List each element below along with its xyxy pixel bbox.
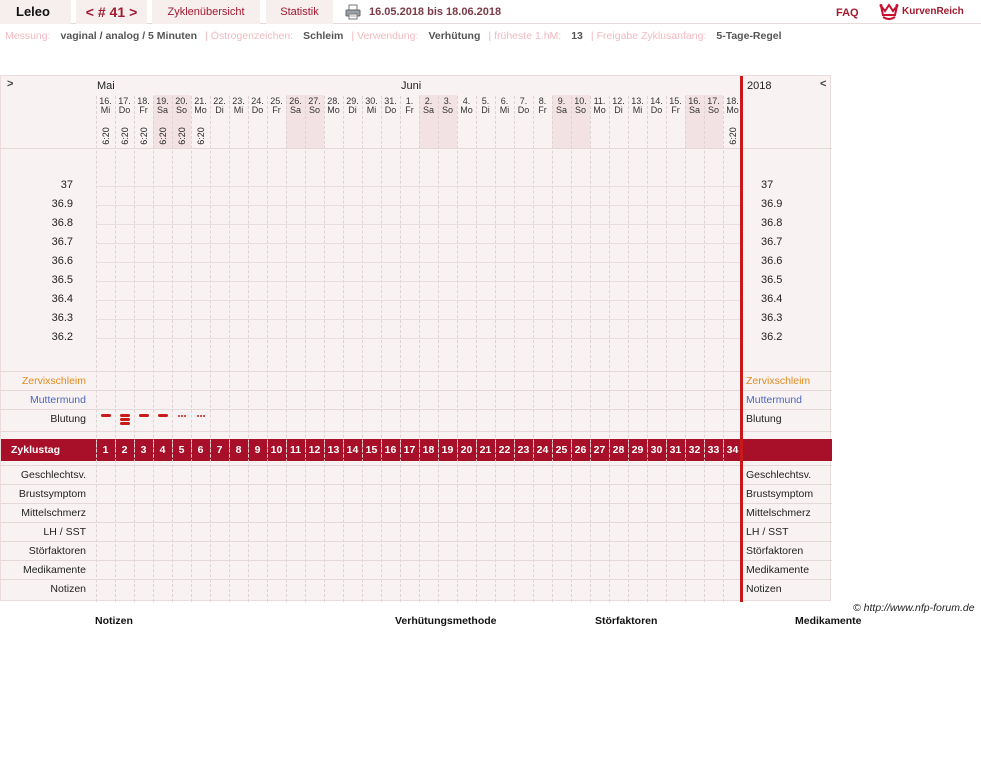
cycle-day-number[interactable]: 7 [216, 444, 223, 456]
day-header[interactable]: 21. Mo [194, 96, 207, 115]
grid-column-line [400, 96, 401, 602]
cycle-day-number[interactable]: 13 [327, 444, 340, 456]
cycle-day-number[interactable]: 17 [403, 444, 416, 456]
row-separator [1, 560, 832, 561]
info-label: früheste 1.hM: [494, 30, 562, 42]
grid-column-line [419, 96, 420, 602]
day-header[interactable]: 6. Mi [499, 96, 510, 115]
day-header[interactable]: 16. Mi [99, 96, 112, 115]
bleeding-mark [101, 414, 111, 417]
section-notes: Notizen [95, 615, 133, 627]
info-separator: | [351, 30, 355, 42]
cycle-day-number[interactable]: 5 [178, 444, 185, 456]
cycle-number: # 41 [97, 4, 126, 20]
cycle-day-number[interactable]: 34 [726, 444, 739, 456]
grid-column-line [571, 96, 572, 602]
temperature-label-right: 36.8 [761, 217, 783, 229]
temperature-label-left: 36.6 [51, 255, 73, 267]
day-header[interactable]: 25. Fr [270, 96, 283, 115]
logo-text: KurvenReich [902, 5, 964, 17]
spotting-mark [178, 415, 180, 417]
info-separator: | [488, 30, 492, 42]
day-header[interactable]: 29. Di [346, 96, 359, 115]
grid-column-line [685, 96, 686, 602]
cycle-overview-link[interactable]: Zyklenübersicht [152, 0, 260, 24]
month-label: Mai [97, 80, 115, 92]
cycle-day-number[interactable]: 24 [536, 444, 549, 456]
day-header[interactable]: 7. Do [517, 96, 530, 115]
temperature-label-left: 36.9 [51, 198, 73, 210]
row-separator [1, 371, 832, 372]
grid-column-line [343, 96, 344, 602]
cycle-day-number[interactable]: 3 [140, 444, 147, 456]
grid-column-line [286, 96, 287, 602]
top-bar [0, 0, 981, 24]
cycle-next-button[interactable]: > [129, 4, 138, 20]
info-label: Messung: [5, 30, 51, 42]
crown-logo-icon [879, 2, 899, 20]
temperature-label-left: 36.5 [51, 274, 73, 286]
day-header[interactable]: 12. Di [612, 96, 625, 115]
row-label-left[interactable]: Geschlechtsv. [20, 469, 86, 481]
day-header[interactable]: 18. Fr [137, 96, 150, 115]
day-header[interactable]: 2. Sa [422, 96, 434, 115]
info-value: 13 [571, 30, 583, 42]
cycle-day-number[interactable]: 23 [517, 444, 530, 456]
info-value: 5-Tage-Regel [716, 30, 782, 42]
cycle-day-label: Zyklustag [11, 444, 61, 456]
cycle-day-number[interactable]: 32 [688, 444, 701, 456]
temperature-label-right: 36.4 [761, 293, 783, 305]
spotting-mark [203, 415, 205, 417]
day-header[interactable]: 30. Mi [365, 96, 378, 115]
temperature-gridline [96, 338, 741, 339]
chart-scroll-right-button[interactable]: < [820, 78, 827, 90]
temperature-label-left: 36.4 [51, 293, 73, 305]
day-header[interactable]: 1. Fr [405, 96, 414, 115]
cycle-day-number[interactable]: 4 [159, 444, 166, 456]
cycle-selector [76, 0, 147, 24]
grid-column-line [134, 96, 135, 602]
faq-link[interactable]: FAQ [836, 7, 859, 19]
cycle-day-number[interactable]: 19 [441, 444, 454, 456]
row-label-right: Blutung [746, 413, 782, 425]
day-header[interactable]: 11. Mo [593, 96, 606, 115]
grid-column-line [172, 96, 173, 602]
day-header[interactable]: 16. Sa [688, 96, 701, 115]
day-header[interactable]: 3. So [441, 96, 453, 115]
row-label-right[interactable]: Mittelschmerz [746, 507, 811, 519]
day-header[interactable]: 19. Sa [156, 96, 169, 115]
row-label-left: Muttermund [29, 394, 86, 406]
info-label: Östrogenzeichen: [210, 30, 294, 42]
info-separator: | [590, 30, 594, 42]
row-separator [1, 503, 832, 504]
grid-column-line [723, 96, 724, 602]
year-label: 2018 [747, 80, 772, 92]
bleeding-mark [120, 418, 130, 421]
cycle-day-row [1, 439, 832, 461]
row-separator [1, 541, 832, 542]
row-label-right: Muttermund [746, 394, 803, 406]
cycle-day-number[interactable]: 12 [308, 444, 321, 456]
row-separator [1, 579, 832, 580]
temperature-label-right: 36.6 [761, 255, 783, 267]
info-value: Schleim [303, 30, 344, 42]
row-separator [1, 431, 832, 432]
row-separator [1, 522, 832, 523]
cycle-day-number[interactable]: 20 [460, 444, 473, 456]
section-disruptors: Störfaktoren [595, 615, 658, 627]
bleeding-mark [139, 414, 149, 417]
grid-column-line [96, 96, 97, 602]
copyright-link[interactable]: © http://www.nfp-forum.de [853, 602, 975, 614]
grid-column-line [628, 96, 629, 602]
day-header[interactable]: 10. So [574, 96, 587, 115]
temperature-label-left: 36.3 [51, 312, 73, 324]
row-label-left[interactable]: Brustsymptom [18, 488, 86, 500]
measurement-time: 6:20 [119, 127, 130, 145]
day-header[interactable]: 9. Sa [555, 96, 567, 115]
grid-column-line [153, 96, 154, 602]
cycle-day-number[interactable]: 25 [555, 444, 568, 456]
temperature-gridline [96, 224, 741, 225]
day-header[interactable]: 27. So [308, 96, 321, 115]
row-separator [1, 390, 832, 391]
spotting-mark [181, 415, 183, 417]
temperature-gridline [96, 300, 741, 301]
grid-column-line [305, 96, 306, 602]
measurement-time: 6:20 [100, 127, 111, 145]
temperature-label-left: 37 [60, 179, 73, 191]
day-header[interactable]: 15. Fr [669, 96, 682, 115]
measurement-time: 6:20 [195, 127, 206, 145]
grid-column-line [666, 96, 667, 602]
grid-column-line [647, 96, 648, 602]
grid-column-line [495, 96, 496, 602]
cycle-day-number[interactable]: 16 [384, 444, 397, 456]
measurement-time: 6:20 [727, 127, 738, 145]
row-label-right[interactable]: Medikamente [746, 564, 810, 576]
cycle-day-number[interactable]: 33 [707, 444, 720, 456]
grid-column-line [438, 96, 439, 602]
bleeding-mark [120, 414, 130, 417]
grid-column-line [552, 96, 553, 602]
row-label-right: Zervixschleim [746, 375, 811, 387]
grid-column-line [115, 96, 116, 602]
day-header[interactable]: 28. Mo [327, 96, 340, 115]
grid-column-line [191, 96, 192, 602]
cycle-day-number[interactable]: 6 [197, 444, 204, 456]
day-header[interactable]: 22. Di [213, 96, 226, 115]
section-contraception-method: Verhütungsmethode [395, 615, 497, 627]
day-header[interactable]: 18. Mo [726, 96, 739, 115]
info-separator: | [205, 30, 208, 42]
temperature-label-left: 36.2 [51, 331, 73, 343]
temperature-label-right: 37 [761, 179, 774, 191]
day-header[interactable]: 13. Mi [631, 96, 644, 115]
header-separator [1, 148, 832, 149]
month-label: Juni [401, 80, 422, 92]
cycle-day-number[interactable]: 27 [593, 444, 606, 456]
cycle-day-number[interactable]: 15 [365, 444, 378, 456]
day-header[interactable]: 5. Di [481, 96, 490, 115]
spotting-mark [197, 415, 199, 417]
grid-column-line [514, 96, 515, 602]
day-header[interactable]: 8. Fr [538, 96, 547, 115]
row-label-left[interactable]: LH / SST [43, 526, 86, 538]
grid-column-line [362, 96, 363, 602]
cycle-day-number[interactable]: 14 [346, 444, 359, 456]
cycle-day-number[interactable]: 30 [650, 444, 663, 456]
measurement-time: 6:20 [157, 127, 168, 145]
section-medication: Medikamente [795, 615, 862, 627]
printer-icon[interactable] [345, 4, 361, 20]
grid-column-line [590, 96, 591, 602]
info-label: Verwendung: [357, 30, 419, 42]
cycle-day-number[interactable]: 18 [422, 444, 435, 456]
cycle-chart [0, 75, 831, 601]
row-label-right[interactable]: Notizen [746, 583, 782, 595]
row-separator [1, 465, 832, 466]
grid-column-line [248, 96, 249, 602]
row-label-left[interactable]: Mittelschmerz [21, 507, 86, 519]
temperature-gridline [96, 243, 741, 244]
row-separator [1, 484, 832, 485]
cycle-day-number[interactable]: 9 [254, 444, 261, 456]
day-header[interactable]: 24. Do [251, 96, 264, 115]
measurement-time: 6:20 [176, 127, 187, 145]
grid-column-line [476, 96, 477, 602]
day-header[interactable]: 17. Do [118, 96, 131, 115]
day-header[interactable]: 31. Do [384, 96, 397, 115]
temperature-label-left: 36.8 [51, 217, 73, 229]
day-header[interactable]: 20. So [175, 96, 188, 115]
grid-column-line [267, 96, 268, 602]
temperature-label-right: 36.2 [761, 331, 783, 343]
day-header[interactable]: 14. Do [650, 96, 663, 115]
temperature-gridline [96, 186, 741, 187]
cycle-day-number[interactable]: 28 [612, 444, 625, 456]
date-range: 16.05.2018 bis 18.06.2018 [369, 6, 502, 18]
cycle-settings-line [5, 30, 787, 42]
cycle-day-number[interactable]: 26 [574, 444, 587, 456]
row-separator [1, 409, 832, 410]
cycle-day-number[interactable]: 2 [121, 444, 128, 456]
row-label-left[interactable]: Störfaktoren [28, 545, 86, 557]
grid-column-line [324, 96, 325, 602]
day-header[interactable]: 26. Sa [289, 96, 302, 115]
row-label-left: Zervixschleim [21, 375, 86, 387]
grid-column-line [210, 96, 211, 602]
cycle-day-number[interactable]: 10 [270, 444, 283, 456]
info-value: Verhütung [428, 30, 481, 42]
row-label-right[interactable]: Geschlechtsv. [746, 469, 812, 481]
measurement-time: 6:20 [138, 127, 149, 145]
row-label-left[interactable]: Notizen [50, 583, 86, 595]
cycle-day-number[interactable]: 29 [631, 444, 644, 456]
row-label-right[interactable]: Brustsymptom [746, 488, 814, 500]
day-header[interactable]: 4. Mo [460, 96, 473, 115]
grid-column-line [229, 96, 230, 602]
temperature-label-left: 36.7 [51, 236, 73, 248]
grid-column-line [533, 96, 534, 602]
cycle-day-number[interactable]: 31 [669, 444, 682, 456]
grid-column-line [381, 96, 382, 602]
temperature-label-right: 36.7 [761, 236, 783, 248]
day-header[interactable]: 23. Mi [232, 96, 245, 115]
user-name: Leleo [0, 0, 71, 24]
cycle-day-number[interactable]: 21 [479, 444, 492, 456]
info-value: vaginal / analog / 5 Minuten [60, 30, 198, 42]
row-label-right[interactable]: Störfaktoren [746, 545, 804, 557]
today-marker [740, 76, 743, 602]
temperature-label-right: 36.3 [761, 312, 783, 324]
grid-column-line [457, 96, 458, 602]
temperature-label-right: 36.9 [761, 198, 783, 210]
row-label-left: Blutung [50, 413, 86, 425]
cycle-prev-button[interactable]: < [85, 4, 94, 20]
statistics-link[interactable]: Statistik [266, 0, 333, 24]
cycle-day-number[interactable]: 8 [235, 444, 242, 456]
day-header[interactable]: 17. So [707, 96, 720, 115]
row-label-right[interactable]: LH / SST [746, 526, 789, 538]
bleeding-mark [158, 414, 168, 417]
temperature-gridline [96, 319, 741, 320]
info-label: Freigabe Zyklusanfang: [596, 30, 707, 42]
cycle-day-number[interactable]: 1 [102, 444, 109, 456]
bleeding-mark [120, 422, 130, 425]
cycle-day-number[interactable]: 11 [289, 444, 302, 456]
grid-column-line [704, 96, 705, 602]
temperature-label-right: 36.5 [761, 274, 783, 286]
row-label-left[interactable]: Medikamente [22, 564, 86, 576]
cycle-day-number[interactable]: 22 [498, 444, 511, 456]
spotting-mark [200, 415, 202, 417]
temperature-gridline [96, 262, 741, 263]
kurvenreich-logo[interactable] [879, 1, 964, 21]
spotting-mark [184, 415, 186, 417]
temperature-gridline [96, 281, 741, 282]
chart-scroll-left-button[interactable]: > [7, 78, 14, 90]
grid-column-line [609, 96, 610, 602]
temperature-gridline [96, 205, 741, 206]
